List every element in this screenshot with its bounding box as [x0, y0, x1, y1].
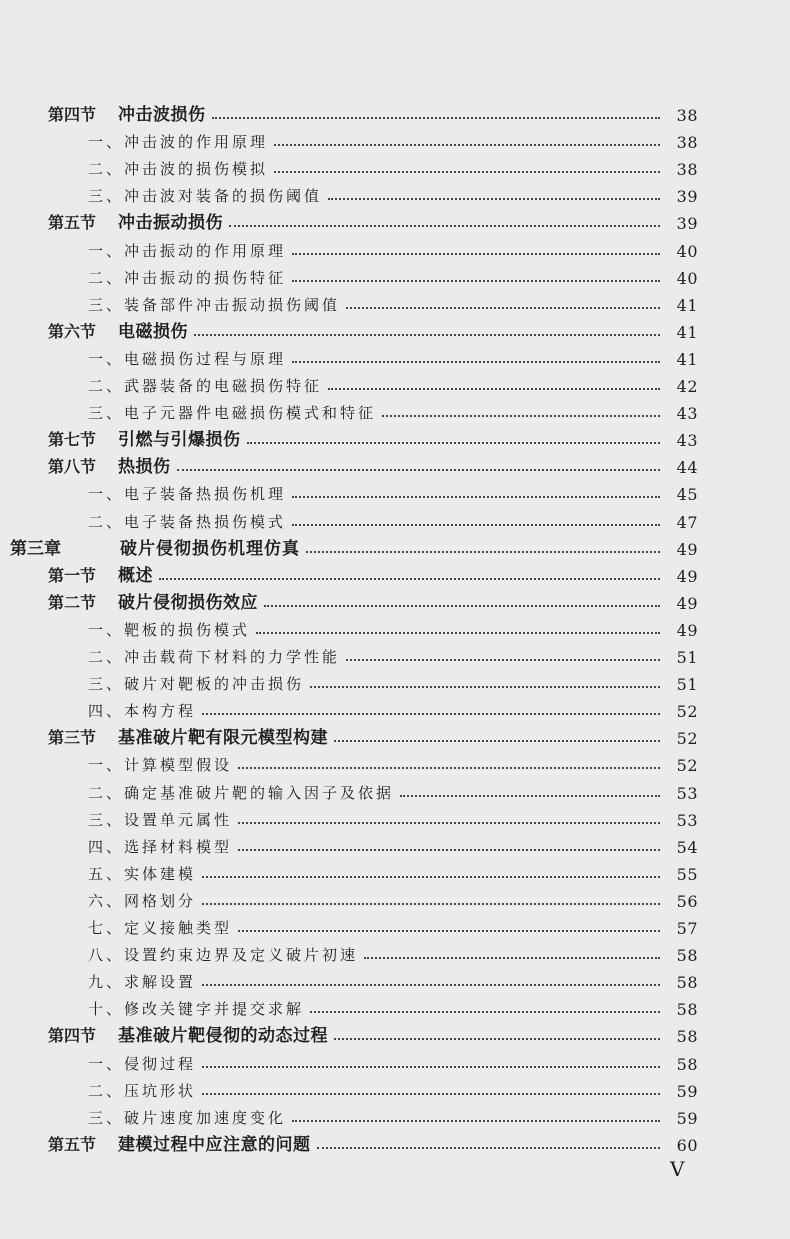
dot-leader — [159, 578, 660, 580]
toc-subsection-entry — [0, 125, 790, 152]
dot-leader — [328, 388, 660, 390]
dot-leader — [194, 334, 660, 336]
toc-entry-title: 三、冲击波对装备的损伤阈值 — [88, 187, 323, 206]
toc-entry-label — [88, 511, 286, 532]
toc-entry-label — [48, 588, 258, 613]
dot-leader — [292, 1120, 660, 1122]
toc-entry-label — [88, 131, 268, 152]
toc-page-number: 55 — [676, 864, 698, 884]
toc-subsection-entry — [0, 477, 790, 504]
toc-page-number: 56 — [676, 891, 698, 911]
toc-page-number: 38 — [676, 106, 698, 125]
toc-page-number: 40 — [676, 268, 698, 288]
dot-leader — [306, 551, 660, 553]
toc-page-number: 60 — [676, 1135, 698, 1155]
dot-leader — [238, 767, 660, 769]
toc-subsection-entry — [0, 938, 790, 965]
dot-leader — [292, 253, 660, 255]
toc-page-number: 59 — [676, 1108, 698, 1128]
toc-entry-label — [88, 402, 376, 423]
toc-entry-label — [88, 836, 232, 857]
toc-subsection-entry — [0, 152, 790, 179]
toc-entry-number: 第一节 — [48, 565, 97, 585]
dot-leader — [274, 171, 660, 173]
toc-entry-label — [48, 1021, 328, 1046]
toc-entry-title: 七、定义接触类型 — [88, 919, 233, 937]
toc-entry-label — [88, 375, 322, 396]
dot-leader — [202, 1093, 660, 1095]
toc-section-entry — [0, 1128, 790, 1155]
toc-subsection-entry — [0, 992, 790, 1019]
dot-leader — [310, 686, 660, 688]
toc-entry-label — [88, 294, 340, 315]
dot-leader — [202, 903, 660, 905]
toc-section-entry — [0, 206, 790, 233]
toc-entry-label — [88, 240, 286, 261]
toc-entry-label — [48, 208, 223, 233]
toc-entry-label — [48, 452, 171, 477]
toc-entry-label — [88, 971, 196, 992]
toc-page-number: 42 — [676, 377, 698, 396]
toc-page-number: 49 — [676, 620, 698, 640]
toc-entry-label — [88, 1053, 196, 1074]
dot-leader — [346, 659, 660, 661]
toc-subsection-entry — [0, 179, 790, 206]
toc-section-entry — [0, 559, 790, 586]
toc-page-number: 49 — [676, 566, 698, 586]
toc-entry-title: 四、本构方程 — [88, 702, 197, 721]
dot-leader — [292, 496, 660, 498]
toc-entry-number: 第四节 — [48, 1026, 97, 1046]
dot-leader — [346, 307, 660, 309]
toc-entry-label — [48, 561, 153, 586]
toc-entry-title: 八、设置约束边界及定义破片初速 — [88, 946, 359, 965]
toc-entry-label — [48, 425, 241, 450]
toc-page-number: 51 — [676, 675, 698, 695]
toc-subsection-entry — [0, 369, 790, 396]
toc-entry-title: 概述 — [118, 565, 153, 586]
toc-entry-title: 一、冲击波的作用原理 — [88, 133, 269, 152]
dot-leader — [202, 1066, 660, 1068]
toc-page-number: 47 — [676, 512, 698, 532]
toc-entry-title: 二、冲击振动的损伤特征 — [88, 268, 287, 287]
dot-leader — [292, 524, 660, 526]
toc-page-number: 40 — [676, 241, 698, 261]
toc-page-number: 54 — [676, 837, 698, 857]
dot-leader — [317, 1147, 661, 1149]
toc-page-number: 53 — [676, 810, 698, 830]
toc-subsection-entry — [0, 776, 790, 803]
toc-entry-label — [88, 483, 286, 504]
toc-entry-label — [88, 348, 286, 369]
toc-entry-label — [88, 782, 394, 803]
toc-entry-title: 二、冲击波的损伤模拟 — [88, 160, 269, 179]
toc-subsection-entry — [0, 667, 790, 694]
toc-page-number: 58 — [676, 1000, 698, 1020]
toc-entry-label — [88, 158, 268, 179]
toc-page-number: 44 — [676, 458, 698, 478]
toc-page-number: 58 — [676, 946, 698, 966]
toc-entry-label — [88, 1080, 196, 1101]
toc-page-number: 49 — [676, 593, 698, 613]
toc-entry-title: 基准破片靶有限元模型构建 — [118, 728, 328, 749]
toc-subsection-entry — [0, 261, 790, 288]
toc-entry-label — [88, 809, 232, 830]
toc-entry-title: 二、电子装备热损伤模式 — [88, 512, 287, 531]
toc-subsection-entry — [0, 884, 790, 911]
toc-entry-title: 二、压坑形状 — [88, 1081, 197, 1100]
toc-entry-label — [88, 998, 304, 1019]
dot-leader — [202, 984, 660, 986]
dot-leader — [177, 469, 661, 471]
toc-subsection-entry — [0, 803, 790, 830]
toc-entry-title: 五、实体建模 — [88, 864, 197, 883]
toc-section-entry — [0, 586, 790, 613]
toc-page-number: 45 — [676, 485, 698, 505]
toc-page-number: 41 — [676, 295, 698, 315]
toc-entry-number: 第六节 — [48, 321, 97, 341]
toc-section-entry — [0, 450, 790, 477]
toc-entry-number: 第二节 — [48, 592, 97, 612]
toc-subsection-entry — [0, 694, 790, 721]
toc-entry-title: 三、装备部件冲击振动损伤阈值 — [88, 295, 341, 314]
toc-entry-label — [48, 723, 328, 748]
toc-section-entry — [0, 423, 790, 450]
toc-entry-title: 冲击波损伤 — [118, 105, 206, 125]
toc-entry-title: 六、网格划分 — [88, 891, 197, 910]
dot-leader — [328, 198, 660, 200]
toc-entry-title: 三、设置单元属性 — [88, 810, 233, 829]
toc-entry-label — [88, 673, 304, 694]
dot-leader — [334, 1038, 660, 1040]
dot-leader — [400, 795, 660, 797]
toc-entry-title: 三、破片对靶板的冲击损伤 — [88, 675, 305, 694]
toc-page-number: 59 — [676, 1081, 698, 1101]
toc-entry-label — [10, 534, 300, 559]
toc-entry-number: 第四节 — [48, 105, 97, 124]
toc-section-entry — [0, 721, 790, 748]
toc-subsection-entry — [0, 1101, 790, 1128]
toc-entry-title: 一、电磁损伤过程与原理 — [88, 349, 287, 368]
toc-subsection-entry — [0, 234, 790, 261]
toc-entry-title: 一、侵彻过程 — [88, 1054, 197, 1073]
toc-entry-title: 十、修改关键字并提交求解 — [88, 1000, 305, 1019]
toc-page-number: 52 — [676, 702, 698, 722]
dot-leader — [334, 740, 660, 742]
toc-entry-number: 第三章 — [10, 538, 61, 559]
toc-page-number: 58 — [676, 1054, 698, 1074]
toc-entry-title: 二、确定基准破片靶的输入因子及依据 — [88, 783, 395, 802]
toc-entry-title: 基准破片靶侵彻的动态过程 — [118, 1026, 328, 1047]
dot-leader — [202, 876, 660, 878]
toc-entry-title: 引燃与引爆损伤 — [118, 430, 241, 451]
dot-leader — [292, 361, 660, 363]
dot-leader — [264, 605, 660, 607]
toc-entry-title: 建模过程中应注意的问题 — [118, 1134, 311, 1155]
toc-subsection-entry — [0, 1047, 790, 1074]
toc-subsection-entry — [0, 857, 790, 884]
toc-entry-title: 破片侵彻损伤效应 — [118, 592, 258, 613]
toc-entry-title: 三、破片速度加速度变化 — [88, 1108, 287, 1127]
toc-entry-label — [48, 1130, 311, 1155]
toc-subsection-entry — [0, 748, 790, 775]
toc-entry-label — [88, 619, 250, 640]
toc-chapter-entry — [0, 532, 790, 559]
toc-subsection-entry — [0, 1074, 790, 1101]
toc-page-number: 49 — [676, 539, 698, 559]
toc-entry-title: 三、电子元器件电磁损伤模式和特征 — [88, 404, 377, 423]
toc-entry-title: 二、武器装备的电磁损伤特征 — [88, 377, 323, 395]
dot-leader — [247, 442, 661, 444]
toc-subsection-entry — [0, 911, 790, 938]
toc-entry-label — [88, 890, 196, 911]
toc-page-number: 41 — [676, 322, 698, 342]
toc-page-number: 58 — [676, 973, 698, 993]
toc-entry-label — [48, 317, 188, 342]
toc-entry-label — [88, 646, 340, 667]
toc-page-number: 51 — [676, 648, 698, 667]
toc-entry-title: 九、求解设置 — [88, 973, 197, 992]
toc-page-number: 39 — [676, 214, 698, 234]
toc-entry-number: 第五节 — [48, 213, 97, 233]
toc-entry-title: 破片侵彻损伤机理仿真 — [120, 538, 300, 559]
toc-entry-label — [88, 944, 358, 965]
toc-subsection-entry — [0, 342, 790, 369]
toc-entry-title: 二、冲击载荷下材料的力学性能 — [88, 648, 341, 666]
toc-subsection-entry — [0, 396, 790, 423]
toc-page-number: 58 — [676, 1027, 698, 1047]
dot-leader — [202, 713, 660, 715]
toc-entry-title: 冲击振动损伤 — [118, 213, 223, 234]
toc-subsection-entry — [0, 830, 790, 857]
toc-page-number: 43 — [676, 404, 698, 424]
toc-page-number: 52 — [676, 729, 698, 749]
toc-entry-number: 第七节 — [48, 430, 97, 450]
toc-entry-title: 一、靶板的损伤模式 — [88, 620, 251, 639]
dot-leader — [238, 849, 660, 851]
toc-entry-label — [88, 700, 196, 721]
dot-leader — [382, 415, 660, 417]
dot-leader — [229, 225, 660, 227]
toc-section-entry — [0, 315, 790, 342]
toc-page-number: 57 — [676, 919, 698, 938]
toc-page-number: 52 — [676, 756, 698, 776]
dot-leader — [292, 280, 660, 282]
toc-subsection-entry — [0, 613, 790, 640]
dot-leader — [238, 930, 660, 932]
dot-leader — [212, 117, 661, 119]
toc-entry-label — [88, 1107, 286, 1128]
toc-section-entry — [0, 98, 790, 125]
toc-entry-label — [48, 100, 206, 125]
dot-leader — [238, 822, 660, 824]
toc-entry-title: 电磁损伤 — [118, 321, 188, 342]
toc-entry-label — [88, 754, 232, 775]
toc-entry-title: 一、冲击振动的作用原理 — [88, 241, 287, 260]
toc-entry-title: 一、计算模型假设 — [88, 756, 233, 775]
toc-entry-number: 第八节 — [48, 457, 97, 477]
dot-leader — [256, 632, 660, 634]
toc-subsection-entry — [0, 640, 790, 667]
toc-page-number: 38 — [676, 133, 698, 153]
toc-page-number: 39 — [676, 187, 698, 207]
toc-entry-label — [88, 267, 286, 288]
toc-entry-number: 第三节 — [48, 728, 97, 748]
toc-page-number: 38 — [676, 160, 698, 180]
dot-leader — [310, 1011, 660, 1013]
toc-subsection-entry — [0, 965, 790, 992]
toc-entry-label — [88, 917, 232, 938]
toc-entry-title: 热损伤 — [118, 457, 171, 478]
toc-section-entry — [0, 1019, 790, 1046]
toc-entry-label — [88, 185, 322, 206]
toc-page-number: 41 — [676, 349, 698, 369]
toc-page-number: 43 — [676, 431, 698, 451]
toc-entry-title: 一、电子装备热损伤机理 — [88, 485, 287, 504]
dot-leader — [274, 144, 660, 146]
toc-page-number: 53 — [676, 783, 698, 803]
page-number: V — [670, 1157, 685, 1181]
toc-entry-number: 第五节 — [48, 1134, 97, 1154]
toc-entry-title: 四、选择材料模型 — [88, 837, 233, 856]
dot-leader — [364, 957, 660, 959]
toc-entry-label — [88, 863, 196, 884]
toc-subsection-entry — [0, 288, 790, 315]
toc-subsection-entry — [0, 505, 790, 532]
